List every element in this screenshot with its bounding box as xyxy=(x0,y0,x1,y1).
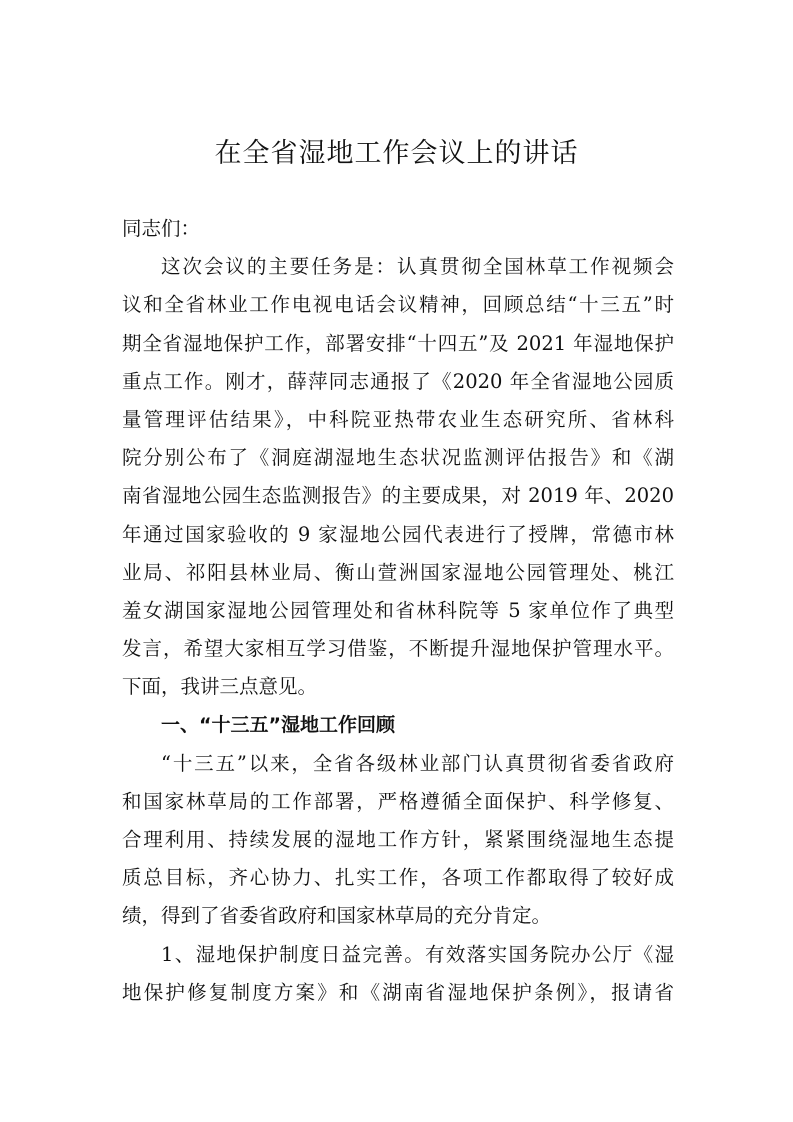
paragraph-line: 重点工作。刚才，薛萍同志通报了《2020 年全省湿地公园质 xyxy=(122,369,674,393)
paragraph-line: 羞女湖国家湿地公园管理处和省林科院等 5 家单位作了典型 xyxy=(122,598,674,622)
salutation: 同志们： xyxy=(122,217,201,240)
paragraph-line: “十三五”以来，全省各级林业部门认真贯彻省委省政府 xyxy=(161,751,674,775)
paragraph-line: 期全省湿地保护工作，部署安排“十四五”及 2021 年湿地保护 xyxy=(122,331,674,355)
paragraph-line: 议和全省林业工作电视电话会议精神，回顾总结“十三五”时 xyxy=(122,293,674,317)
paragraph-line: 年通过国家验收的 9 家湿地公园代表进行了授牌，常德市林 xyxy=(122,522,674,546)
paragraph-line: 地保护修复制度方案》和《湖南省湿地保护条例》，报请省 xyxy=(122,980,674,1004)
section-heading: 一、“十三五”湿地工作回顾 xyxy=(161,714,395,737)
paragraph-line: 质总目标，齐心协力、扎实工作，各项工作都取得了较好成 xyxy=(122,866,674,890)
paragraph-line: 院分别公布了《洞庭湖湿地生态状况监测评估报告》和《湖 xyxy=(122,446,674,470)
paragraph-line: 南省湿地公园生态监测报告》的主要成果，对 2019 年、2020 xyxy=(122,484,674,508)
document-body xyxy=(122,210,674,1012)
paragraph-line: 1、湿地保护制度日益完善。有效落实国务院办公厅《湿 xyxy=(161,942,674,966)
paragraph-line: 绩，得到了省委省政府和国家林草局的充分肯定。 xyxy=(122,904,552,928)
document-title: 在全省湿地工作会议上的讲话 xyxy=(214,138,579,169)
paragraph-line: 量管理评估结果》，中科院亚热带农业生态研究所、省林科 xyxy=(122,407,674,431)
paragraph-line: 下面，我讲三点意见。 xyxy=(122,675,318,699)
paragraph-line: 业局、祁阳县林业局、衡山萱洲国家湿地公园管理处、桃江 xyxy=(122,560,674,584)
paragraph-line: 发言，希望大家相互学习借鉴，不断提升湿地保护管理水平。 xyxy=(122,637,674,661)
paragraph-line: 合理利用、持续发展的湿地工作方针，紧紧围绕湿地生态提 xyxy=(122,828,674,851)
paragraph-line: 这次会议的主要任务是：认真贯彻全国林草工作视频会 xyxy=(161,255,674,279)
paragraph-line: 和国家林草局的工作部署，严格遵循全面保护、科学修复、 xyxy=(122,789,674,813)
